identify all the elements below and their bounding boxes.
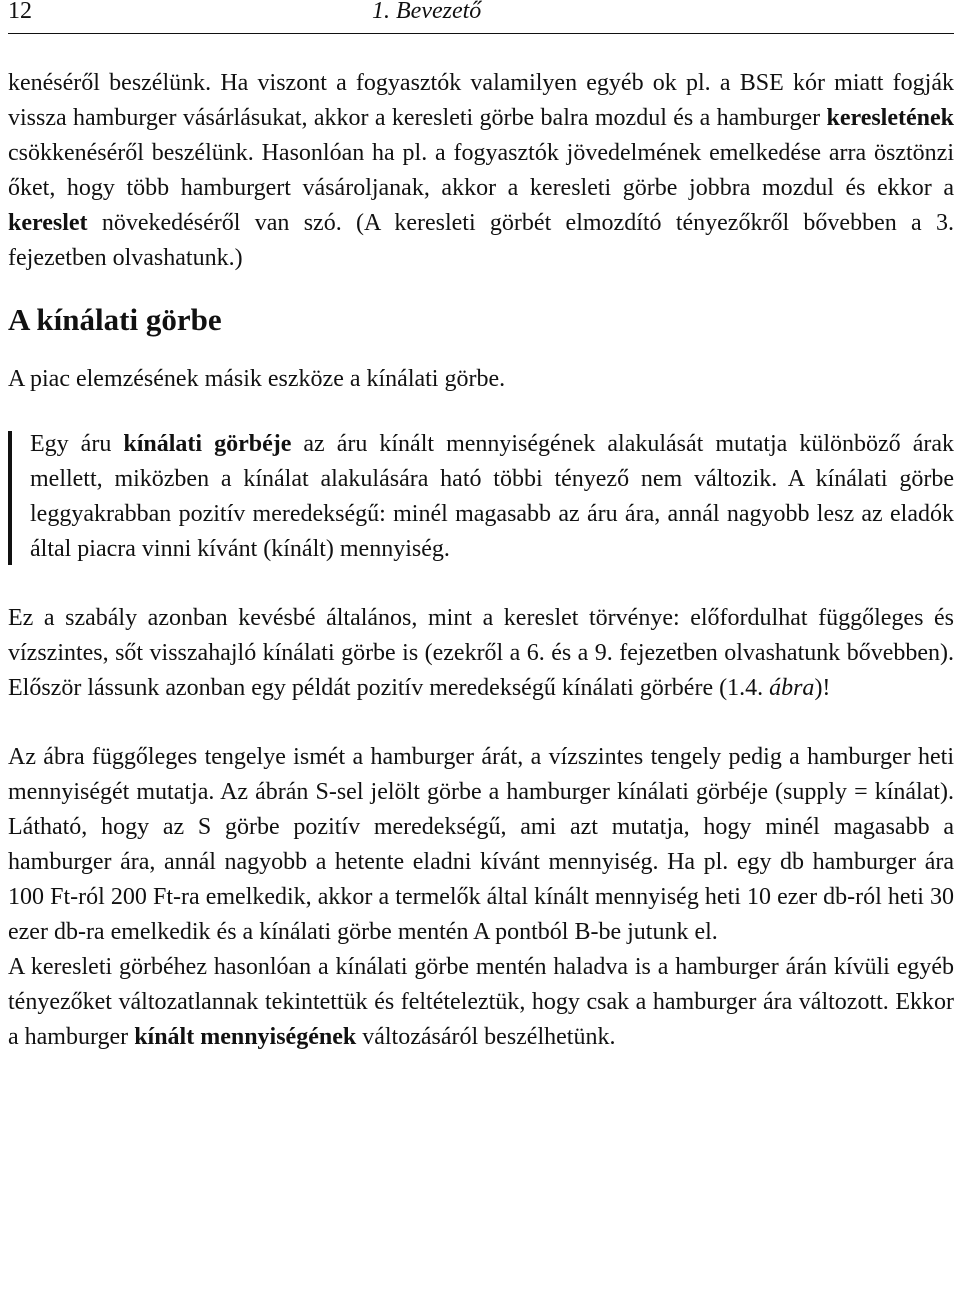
bold-term-quantity-supplied: kínált mennyiségének: [134, 1024, 357, 1050]
bold-term-supply-curve: kínálati görbéje: [123, 431, 292, 457]
text-run: A keresleti görbéhez hasonlóan a kínálati görbe mentén haladva is a hamburger árán kívüli egyéb tényezőket változatlannak tekintettük és feltételeztük, hogy csak a hamburger ára változott. Ekkor a hamburger: [8, 954, 954, 1050]
paragraph-movement-along-curve: [8, 950, 954, 1055]
definition-box: [8, 427, 954, 567]
text-run: csökkenéséről beszélünk. Hasonlóan ha pl. a fogyasztók jövedelmének emelkedése arra ösztönzi őket, hogy több hamburgert vásároljanak, akkor a keresleti görbe jobbra mozdul és ekkor a: [8, 140, 954, 201]
text-run: változásáról beszélhetünk.: [356, 1024, 616, 1050]
page-number: 12: [8, 0, 32, 24]
page-header: [8, 0, 954, 34]
bold-term-demand: keresletének: [826, 105, 954, 131]
text-run: kenéséről beszélünk. Ha viszont a fogyasztók valamilyen egyéb ok pl. a BSE kór miatt fogják vissza hamburger vásárlásukat, akkor a keresleti görbe balra mozdul és a hamburger: [8, 70, 954, 131]
text-run: )!: [814, 675, 831, 701]
paragraph-intro: A piac elemzésének másik eszköze a kínálati görbe.: [8, 366, 506, 392]
text-run: az áru kínált mennyiségének alakulását mutatja különböző árak mellett, miközben a kínálat alakulására ható többi tényező nem változik. A kínálati görbe leggyakrabban pozitív meredekségű: minél magasabb az áru ára, annál nagyobb lesz az eladók által piacra vinni kívánt (kínált) mennyiség.: [30, 431, 954, 562]
paragraph-demand-shift: [8, 66, 954, 276]
paragraph-rule-exceptions: [8, 601, 954, 706]
section-heading: A kínálati görbe: [8, 302, 222, 337]
text-run: Egy áru: [30, 431, 124, 457]
paragraph-figure-axes: Az ábra függőleges tengelye ismét a hamburger árát, a vízszintes tengely pedig a hamburger heti mennyiségét mutatja. Az ábrán S-sel jelölt görbe a hamburger kínálati görbéje (supply = kínálat). Látható, hogy az S görbe pozitív meredekségű, ami azt mutatja, hogy minél magasabb a hamburger ára, annál nagyobb a hetente eladni kívánt mennyiség. Ha pl. egy db hamburger ára 100 Ft-ról 200 Ft-ra emelkedik, akkor a termelők által kínált mennyiség heti 10 ezer db-ról heti 30 ezer db-ra emelkedik és a kínálati görbe mentén A pontból B-be jutunk el.: [8, 744, 954, 945]
text-run: növekedéséről van szó. (A keresleti görbét elmozdító tényezőkről bővebben a 3. fejezetben olvashatunk.): [8, 210, 954, 271]
text-run: Ez a szabály azonban kevésbé általános, mint a kereslet törvénye: előfordulhat függőleges és vízszintes, sőt visszahajló kínálati görbe is (ezekről a 6. és a 9. fejezetben olvashatunk bővebben). Először lássunk azonban egy példát pozitív meredekségű kínálati görbére (1.4.: [8, 605, 954, 701]
book-page: [8, 0, 954, 1055]
figure-reference: ábra: [769, 675, 815, 701]
definition-text: [30, 427, 954, 567]
bold-term-demand-2: kereslet: [8, 210, 88, 236]
running-head: 1. Bevezető: [372, 0, 482, 24]
